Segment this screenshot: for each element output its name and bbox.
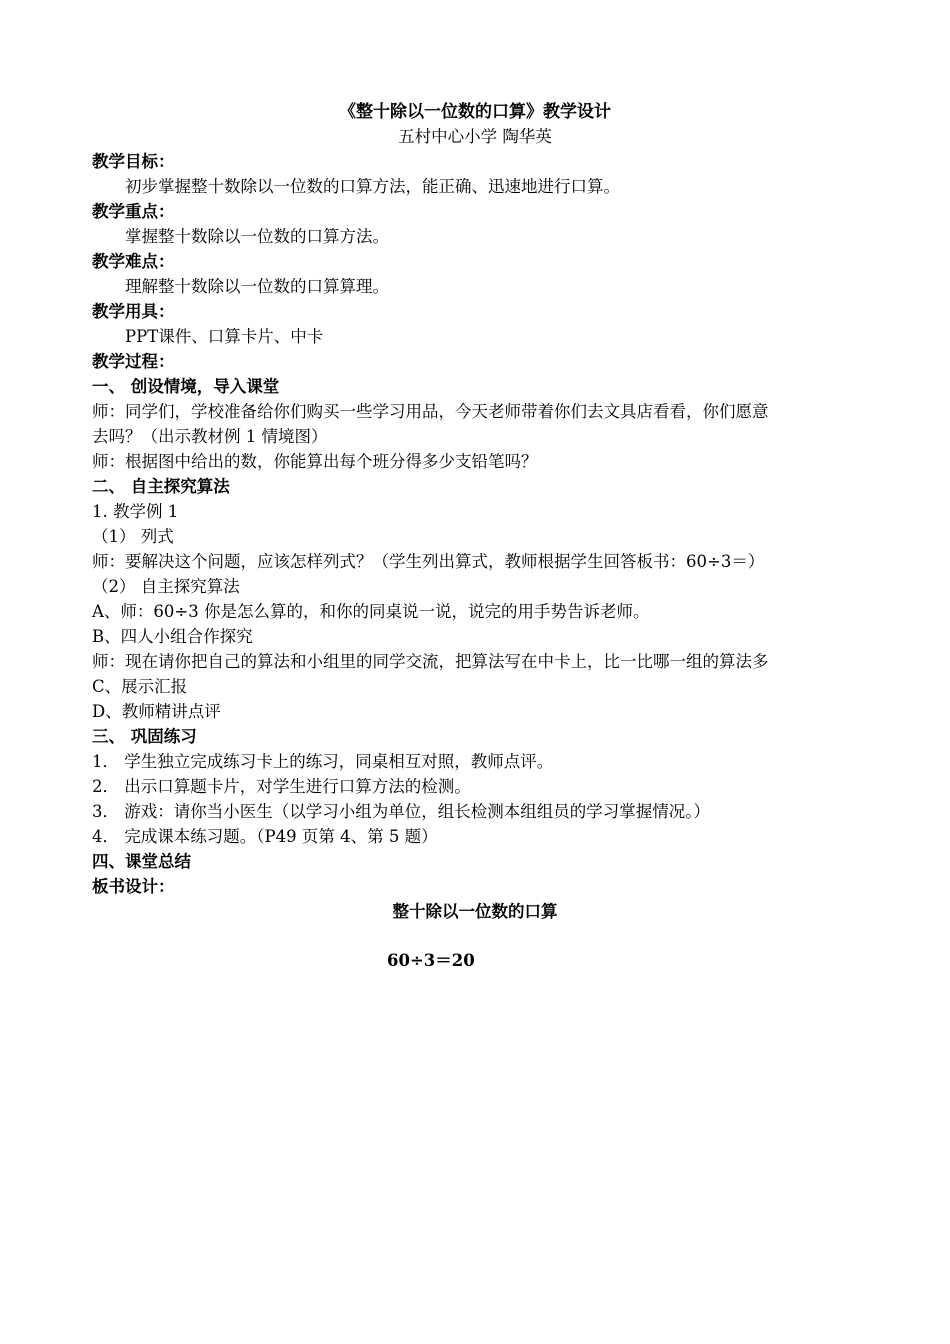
section3-item: 2． 出示口算题卡片，对学生进行口算方法的检测。 bbox=[92, 777, 471, 796]
board-heading: 板书设计： bbox=[92, 877, 175, 896]
section1-paragraph-line: 去吗？（出示教材例 1 情境图） bbox=[92, 427, 328, 446]
section2-paragraph: 师：现在请你把自己的算法和小组里的同学交流，把算法写在中卡上，比一比哪一组的算法多 bbox=[92, 652, 769, 671]
key-point-heading: 教学重点： bbox=[92, 202, 175, 221]
board-equation: 60÷3＝20 bbox=[387, 951, 475, 970]
process-heading: 教学过程： bbox=[92, 352, 175, 371]
section3-item: 4． 完成课本练习题。（P49 页第 4、第 5 题） bbox=[92, 827, 438, 846]
section3-item: 3． 游戏：请你当小医生（以学习小组为单位，组长检测本组组员的学习掌握情况。） bbox=[92, 802, 710, 821]
section2-step: B、四人小组合作探究 bbox=[92, 627, 253, 646]
section4-heading: 四、课堂总结 bbox=[92, 852, 191, 871]
key-point-text: 掌握整十数除以一位数的口算方法。 bbox=[125, 227, 389, 246]
section2-subitem: （1） 列式 bbox=[92, 527, 174, 546]
section1-paragraph: 师：根据图中给出的数，你能算出每个班分得多少支铅笔吗？ bbox=[92, 452, 538, 471]
section2-paragraph: 师：要解决这个问题，应该怎样列式？（学生列出算式，教师根据学生回答板书：60÷3＝） bbox=[92, 552, 765, 571]
section2-heading: 二、 自主探究算法 bbox=[92, 477, 230, 496]
board-title: 整十除以一位数的口算 bbox=[392, 902, 558, 921]
section2-subitem: （2） 自主探究算法 bbox=[92, 577, 240, 596]
difficulty-text: 理解整十数除以一位数的口算算理。 bbox=[125, 277, 389, 296]
objective-text: 初步掌握整十数除以一位数的口算方法，能正确、迅速地进行口算。 bbox=[125, 177, 620, 196]
section1-heading: 一、 创设情境，导入课堂 bbox=[92, 377, 280, 396]
tools-heading: 教学用具： bbox=[92, 302, 175, 321]
section2-step: D、教师精讲点评 bbox=[92, 702, 221, 721]
document-title: 《整十除以一位数的口算》教学设计 bbox=[339, 102, 611, 122]
section2-step: A、师：60÷3 你是怎么算的，和你的同桌说一说，说完的用手势告诉老师。 bbox=[92, 602, 650, 621]
section3-heading: 三、 巩固练习 bbox=[92, 727, 197, 746]
section2-item: 1. 教学例 1 bbox=[92, 502, 179, 521]
section3-item: 1． 学生独立完成练习卡上的练习，同桌相互对照，教师点评。 bbox=[92, 752, 554, 771]
objective-heading: 教学目标： bbox=[92, 152, 175, 171]
document-byline: 五村中心小学 陶华英 bbox=[398, 127, 552, 146]
difficulty-heading: 教学难点： bbox=[92, 252, 175, 271]
section2-step: C、展示汇报 bbox=[92, 677, 188, 696]
tools-text: PPT课件、口算卡片、中卡 bbox=[125, 327, 324, 346]
section1-paragraph-line: 师：同学们，学校准备给你们购买一些学习用品，今天老师带着你们去文具店看看，你们愿意 bbox=[92, 402, 769, 421]
